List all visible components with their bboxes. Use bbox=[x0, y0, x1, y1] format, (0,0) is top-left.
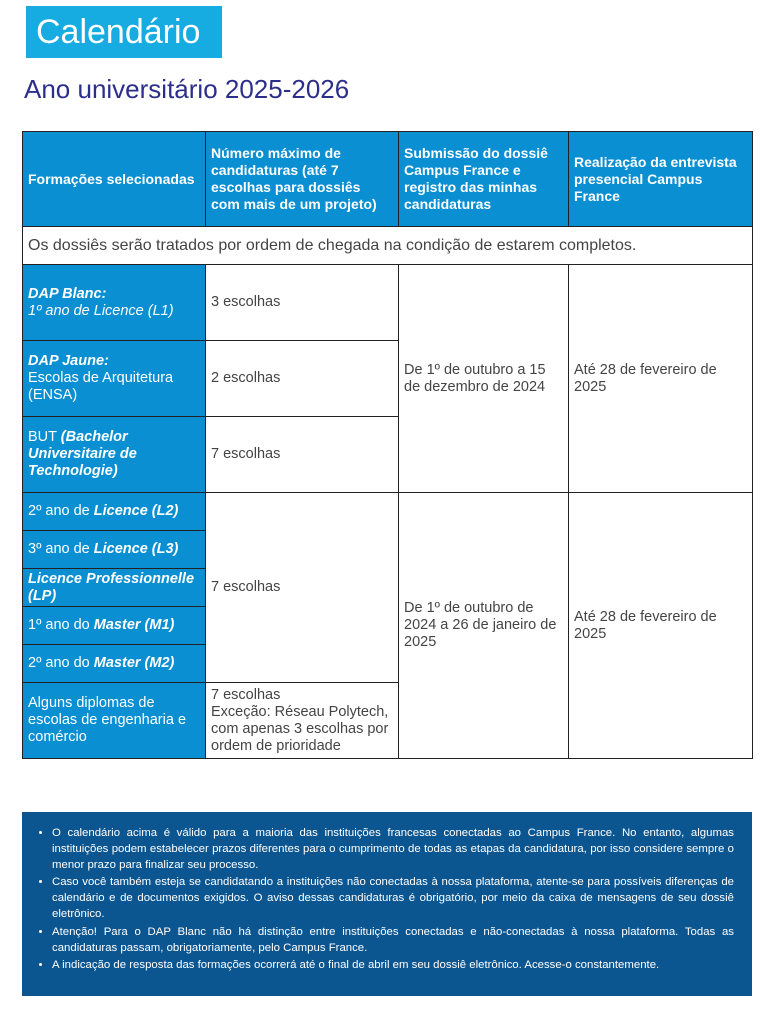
group1-submission: De 1º de outubro a 15 de dezembro de 2024 bbox=[399, 265, 569, 493]
table-header-row bbox=[23, 132, 753, 227]
l3-cell bbox=[23, 531, 206, 569]
notes-box bbox=[22, 812, 752, 996]
table-row bbox=[23, 493, 753, 531]
notes-list bbox=[36, 826, 734, 974]
dap-jaune-detail: Escolas de Arquitetura (ENSA) bbox=[28, 370, 174, 403]
page-title: Calendário bbox=[26, 6, 222, 58]
l2-bold: Licence (L2) bbox=[93, 503, 179, 519]
dap-jaune-cell bbox=[23, 341, 206, 417]
dap-blanc-title: DAP Blanc: bbox=[28, 285, 107, 302]
engineering-cell: Alguns diplomas de escolas de engenharia e comércio bbox=[23, 683, 206, 759]
engineering-choices-line1: 7 escolhas bbox=[211, 686, 281, 703]
m2-prefix: 2º ano do bbox=[28, 655, 94, 671]
list-item: • Atenção! Para o DAP Blanc não há distinção entre instituições conectadas e não-conectadas à nossa plataforma. Todas as candidaturas passam, obrigatoriamente, pelo Campus France. bbox=[52, 925, 734, 957]
note-row bbox=[23, 227, 753, 265]
table-row bbox=[23, 265, 753, 341]
calendar-table bbox=[22, 131, 753, 759]
but-cell bbox=[23, 417, 206, 493]
processing-note: Os dossiês serão tratados por ordem de chegada na condição de estarem completos. bbox=[23, 227, 753, 265]
group2-submission: De 1º de outubro de 2024 a 26 de janeiro de 2025 bbox=[399, 493, 569, 759]
l3-prefix: 3º ano de bbox=[28, 541, 94, 557]
m2-bold: Master (M2) bbox=[93, 655, 175, 671]
l2-prefix: 2º ano de bbox=[28, 503, 94, 519]
m1-cell bbox=[23, 607, 206, 645]
m2-cell bbox=[23, 645, 206, 683]
header-entrevista: Realização da entrevista presencial Campus France bbox=[569, 132, 753, 227]
engineering-choices-line2: Exceção: Réseau Polytech, com apenas 3 escolhas por ordem de prioridade bbox=[211, 703, 389, 754]
but-choices: 7 escolhas bbox=[206, 417, 399, 493]
header-numero-maximo: Número máximo de candidaturas (até 7 escolhas para dossiês com mais de um projeto) bbox=[206, 132, 399, 227]
group2-choices: 7 escolhas bbox=[206, 493, 399, 683]
engineering-choices bbox=[206, 683, 399, 759]
l2-cell bbox=[23, 493, 206, 531]
list-item: • O calendário acima é válido para a maioria das instituições francesas conectadas ao Campus France. No entanto, algumas instituições podem estabelecer prazos diferentes para o cumprimento de todas as etapas da candidatura, por isso considere sempre o menor prazo para finalizar seu processo. bbox=[52, 826, 734, 873]
l3-bold: Licence (L3) bbox=[93, 541, 179, 557]
header-submissao: Submissão do dossiê Campus France e registro das minhas candidaturas bbox=[399, 132, 569, 227]
but-detail: (Bachelor Universitaire de Technologie) bbox=[28, 429, 137, 479]
group1-interview: Até 28 de fevereiro de 2025 bbox=[569, 265, 753, 493]
dap-blanc-choices: 3 escolhas bbox=[206, 265, 399, 341]
m1-bold: Master (M1) bbox=[93, 617, 175, 633]
but-prefix: BUT bbox=[28, 429, 61, 445]
dap-blanc-cell bbox=[23, 265, 206, 341]
page-subtitle: Ano universitário 2025-2026 bbox=[24, 74, 350, 104]
lp-cell bbox=[23, 569, 206, 607]
dap-jaune-title: DAP Jaune: bbox=[28, 353, 109, 369]
header-formacoes: Formações selecionadas bbox=[23, 132, 206, 227]
list-item: • Caso você também esteja se candidatando a instituições não conectadas à nossa plataforma, atente-se para possíveis diferenças de calendário e de documentos exigidos. O aviso dessas candidaturas é obrigatório, por meio da caixa de mensagens de seu dossiê eletrônico. bbox=[52, 875, 734, 922]
group2-interview: Até 28 de fevereiro de 2025 bbox=[569, 493, 753, 759]
lp-bold: Licence Professionnelle (LP) bbox=[28, 570, 195, 604]
m1-prefix: 1º ano do bbox=[28, 617, 94, 633]
dap-jaune-choices: 2 escolhas bbox=[206, 341, 399, 417]
dap-blanc-detail: 1º ano de Licence (L1) bbox=[28, 302, 174, 319]
list-item: • A indicação de resposta das formações ocorrerá até o final de abril em seu dossiê eletrônico. Acesse-o constantemente. bbox=[52, 958, 734, 974]
